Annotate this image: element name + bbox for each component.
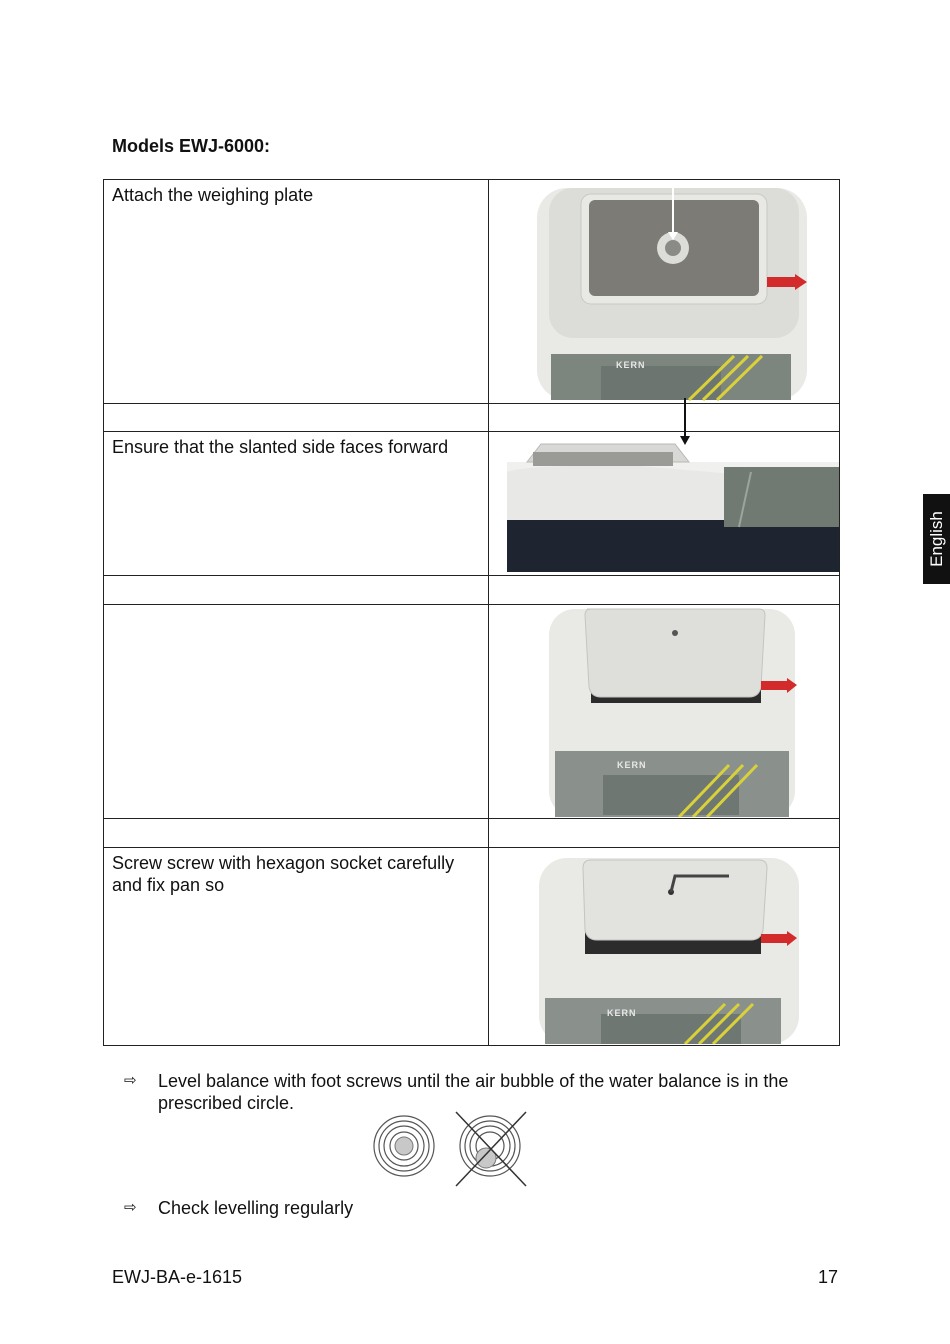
spacer-cell [489, 576, 840, 605]
step-image-cell [489, 180, 840, 404]
table-row [104, 819, 840, 848]
table-row [104, 605, 840, 819]
footer-doc-id: EWJ-BA-e-1615 [112, 1267, 243, 1287]
plate-fitted-photo [489, 605, 857, 817]
weighing-plate-photo [489, 180, 857, 402]
level-bubble-diagram [372, 1110, 532, 1190]
table-row [104, 432, 840, 576]
language-tab [923, 494, 950, 584]
spacer-cell [104, 576, 489, 605]
step-text [104, 605, 489, 819]
language-tab-label: English [926, 511, 946, 567]
device-logo: KERN [607, 1008, 637, 1018]
footer-page-number: 17 [817, 1267, 838, 1287]
side-view-photo [489, 432, 857, 574]
table-row [104, 848, 840, 1046]
bullet-text: Level balance with foot screws until the air bubble of the water balance is in the prescribed circle. [158, 1071, 789, 1113]
step-text: Screw screw with hexagon socket carefully and fix pan so [104, 848, 489, 1046]
table-row [104, 404, 840, 432]
step-image-cell [489, 848, 840, 1046]
section-heading: Models EWJ-6000: [112, 136, 271, 156]
step-image-cell [489, 605, 840, 819]
spacer-cell [104, 404, 489, 432]
table-row [104, 576, 840, 605]
assembly-steps-table [103, 179, 840, 1046]
spacer-cell [489, 819, 840, 848]
table-row [104, 180, 840, 404]
spacer-cell [104, 819, 489, 848]
device-logo: KERN [616, 360, 646, 370]
bullet-text: Check levelling regularly [158, 1198, 354, 1218]
hollow-right-arrow-icon: ⇨ [124, 1199, 137, 1216]
spacer-cell [489, 404, 840, 432]
screw-fixing-photo [489, 848, 857, 1044]
step-text: Attach the weighing plate [104, 180, 489, 404]
step-image-cell [489, 432, 840, 576]
correct-level-icon [374, 1116, 434, 1176]
device-logo: KERN [617, 760, 647, 770]
hollow-right-arrow-icon: ⇨ [124, 1072, 137, 1089]
step-text: Ensure that the slanted side faces forward [104, 432, 489, 576]
incorrect-level-icon [456, 1112, 526, 1186]
